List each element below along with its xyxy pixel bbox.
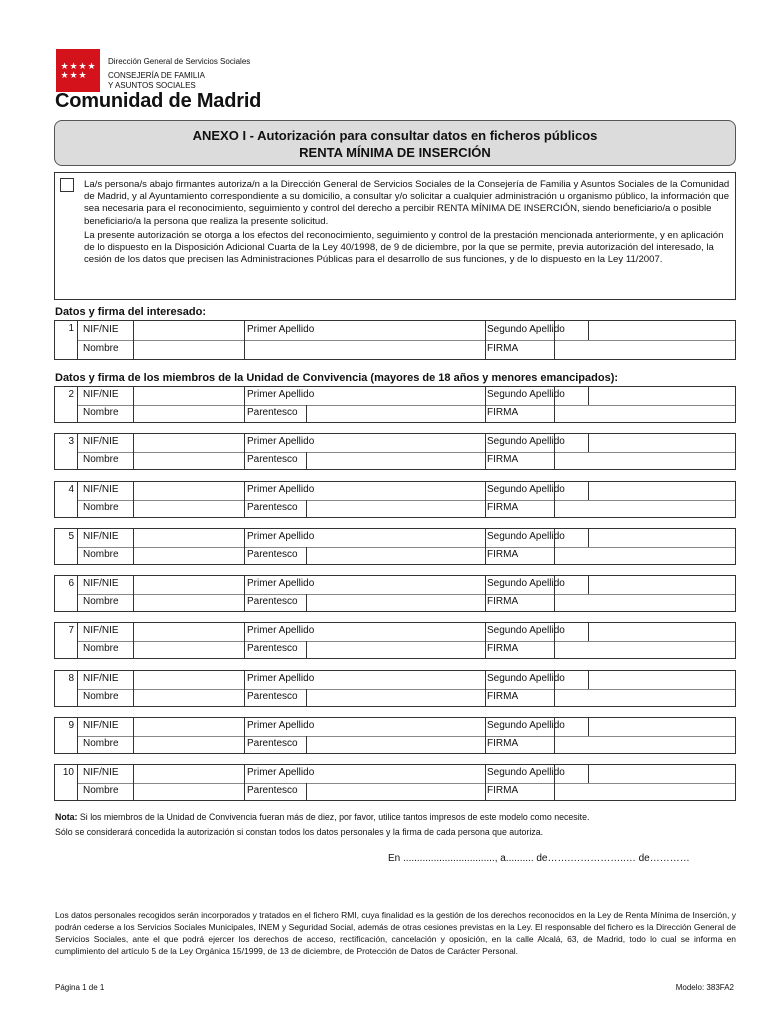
primer-apellido-label: Primer Apellido: [247, 389, 315, 400]
page-number: Página 1 de 1: [55, 983, 105, 992]
member-grid: [77, 765, 735, 800]
nif-label: NIF/NIE: [83, 578, 119, 589]
parentesco-label: Parentesco: [247, 643, 298, 654]
row-number: 5: [68, 531, 74, 542]
primer-apellido-label: Primer Apellido: [247, 625, 315, 636]
primer-apellido-label: Primer Apellido: [247, 324, 315, 335]
annex-title: ANEXO I - Autorización para consultar datos en ficheros públicos: [192, 128, 598, 143]
primer-apellido-label: Primer Apellido: [247, 720, 315, 731]
member-grid: [77, 434, 735, 469]
note-line-1: [55, 812, 589, 823]
authorization-paragraph-1: La/s persona/s abajo firmantes autoriza/n a la Dirección General de Servicios Sociales de la Consejería de Familia y Asuntos Sociales de la Comunidad de Madrid, y al Ayuntamiento correspondiente a su domicilio, a consultar y/o solicitar a cualquier administración u organismo público, la información que sea necesaria para el reconocimiento, seguimiento y control del derecho a percibir RENTA MÍNIMA DE INSERCIÓN, siendo beneficiario/a o posible beneficiario/a la persona que realiza la presente solicitud.: [84, 179, 730, 227]
nif-label: NIF/NIE: [83, 324, 119, 335]
segundo-apellido-label: Segundo Apellido: [487, 625, 565, 636]
member-block: [54, 622, 736, 659]
interesado-section-title: Datos y firma del interesado:: [55, 306, 206, 318]
segundo-apellido-label: Segundo Apellido: [487, 531, 565, 542]
member-grid: [77, 671, 735, 706]
nombre-label: Nombre: [83, 343, 119, 354]
nombre-label: Nombre: [83, 643, 119, 654]
member-block: [54, 528, 736, 565]
member-block: [54, 717, 736, 754]
member-block: [54, 764, 736, 801]
member-block: [54, 575, 736, 612]
row-number: 2: [68, 389, 74, 400]
note-text: Si los miembros de la Unidad de Convivencia fueran más de diez, por favor, utilice tantos impresos de este modelo como necesite.: [77, 812, 590, 822]
firma-label: FIRMA: [487, 549, 519, 560]
member-grid: [77, 718, 735, 753]
parentesco-label: Parentesco: [247, 454, 298, 465]
row-number: 4: [68, 484, 74, 495]
nombre-label: Nombre: [83, 738, 119, 749]
annex-subtitle: RENTA MÍNIMA DE INSERCIÓN: [299, 145, 491, 160]
row-number: 6: [68, 578, 74, 589]
member-block: [54, 481, 736, 518]
member-grid: [77, 482, 735, 517]
primer-apellido-label: Primer Apellido: [247, 531, 315, 542]
firma-label: FIRMA: [487, 454, 519, 465]
parentesco-label: Parentesco: [247, 549, 298, 560]
firma-label: FIRMA: [487, 785, 519, 796]
nif-label: NIF/NIE: [83, 484, 119, 495]
segundo-apellido-label: Segundo Apellido: [487, 324, 565, 335]
note-label: Nota:: [55, 812, 78, 822]
row-number: 1: [68, 323, 74, 334]
parentesco-label: Parentesco: [247, 407, 298, 418]
segundo-apellido-label: Segundo Apellido: [487, 673, 565, 684]
madrid-flag-stars-icon: [56, 49, 100, 92]
primer-apellido-label: Primer Apellido: [247, 484, 315, 495]
segundo-apellido-label: Segundo Apellido: [487, 389, 565, 400]
nombre-label: Nombre: [83, 502, 119, 513]
nombre-label: Nombre: [83, 454, 119, 465]
segundo-apellido-label: Segundo Apellido: [487, 767, 565, 778]
primer-apellido-label: Primer Apellido: [247, 673, 315, 684]
nif-label: NIF/NIE: [83, 389, 119, 400]
firma-label: FIRMA: [487, 502, 519, 513]
firma-label: FIRMA: [487, 343, 519, 354]
firma-label: FIRMA: [487, 738, 519, 749]
segundo-apellido-label: Segundo Apellido: [487, 720, 565, 731]
org-title: Comunidad de Madrid: [55, 90, 262, 112]
interesado-grid: [77, 321, 735, 359]
primer-apellido-label: Primer Apellido: [247, 436, 315, 447]
nombre-label: Nombre: [83, 596, 119, 607]
nombre-label: Nombre: [83, 785, 119, 796]
member-grid: [77, 387, 735, 422]
interesado-block: [54, 320, 736, 360]
nif-label: NIF/NIE: [83, 531, 119, 542]
authorization-checkbox[interactable]: [60, 178, 74, 192]
segundo-apellido-label: Segundo Apellido: [487, 484, 565, 495]
authorization-box: [54, 172, 736, 300]
annex-title-box: [54, 120, 736, 166]
firma-label: FIRMA: [487, 643, 519, 654]
member-grid: [77, 623, 735, 658]
segundo-apellido-label: Segundo Apellido: [487, 436, 565, 447]
place-date-line: En ................................., a.......... de…….……………..… de…………: [388, 853, 690, 864]
member-grid: [77, 576, 735, 611]
parentesco-label: Parentesco: [247, 785, 298, 796]
consejeria-line1: CONSEJERÍA DE FAMILIA: [108, 71, 205, 80]
legal-text: Los datos personales recogidos serán incorporados y tratados en el fichero RMI, cuya finalidad es la gestión de los derechos reconocidos en la Ley de Renta Mínima de Inserción, y podrán cederse a los Servicios Sociales Municipales, INEM y Seguridad Social, además de otras cesiones previstas en la Ley. El responsable del fichero es la Dirección General de Servicios Sociales, ante el que podrá ejercer los derechos de acceso, rectificación, cancelación y oposición, en la calle Alcalá, 63, de Madrid, todo lo cual se informa en cumplimiento del artículo 5 de la Ley Orgánica 15/1999, de 13 de diciembre, de Protección de Datos de Carácter Personal.: [55, 910, 736, 956]
parentesco-label: Parentesco: [247, 596, 298, 607]
model-code: Modelo: 383FA2: [675, 983, 734, 992]
row-number: 3: [68, 436, 74, 447]
authorization-text: [84, 179, 732, 266]
parentesco-label: Parentesco: [247, 738, 298, 749]
nif-label: NIF/NIE: [83, 673, 119, 684]
consejeria-line2: Y ASUNTOS SOCIALES: [108, 81, 196, 90]
nombre-label: Nombre: [83, 549, 119, 560]
segundo-apellido-label: Segundo Apellido: [487, 578, 565, 589]
nombre-label: Nombre: [83, 691, 119, 702]
members-section-title: Datos y firma de los miembros de la Unidad de Convivencia (mayores de 18 años y menores emancipados):: [55, 372, 619, 384]
row-number: 9: [68, 720, 74, 731]
firma-label: FIRMA: [487, 691, 519, 702]
nif-label: NIF/NIE: [83, 767, 119, 778]
firma-label: FIRMA: [487, 407, 519, 418]
nif-label: NIF/NIE: [83, 720, 119, 731]
nif-label: NIF/NIE: [83, 436, 119, 447]
member-block: [54, 670, 736, 707]
primer-apellido-label: Primer Apellido: [247, 578, 315, 589]
primer-apellido-label: Primer Apellido: [247, 767, 315, 778]
nif-label: NIF/NIE: [83, 625, 119, 636]
authorization-paragraph-2: La presente autorización se otorga a los efectos del reconocimiento, seguimiento y control de la prestación mencionada anteriormente, y en aplicación de lo dispuesto en la Disposición Adicional Cuarta de la Ley 40/1998, de 9 de diciembre, por la que se permite, previa autorización del interesado, la cesión de los datos que precisen las Administraciones Públicas para el desarrollo de sus funciones, y de lo dispuesto en la Ley 11/2007.: [84, 229, 724, 266]
row-number: 8: [68, 673, 74, 684]
parentesco-label: Parentesco: [247, 691, 298, 702]
note-line-2: Sólo se considerará concedida la autorización si constan todos los datos personales y la firma de cada persona que autoriza.: [55, 827, 544, 837]
member-block: [54, 433, 736, 470]
member-grid: [77, 529, 735, 564]
firma-label: FIRMA: [487, 596, 519, 607]
row-number: 7: [68, 625, 74, 636]
member-block: [54, 386, 736, 423]
row-number: 10: [62, 767, 74, 778]
stars-icon: ★ ★ ★ ★ ★ ★ ★: [60, 61, 96, 80]
nombre-label: Nombre: [83, 407, 119, 418]
direction-general-label: Dirección General de Servicios Sociales: [108, 57, 251, 66]
parentesco-label: Parentesco: [247, 502, 298, 513]
